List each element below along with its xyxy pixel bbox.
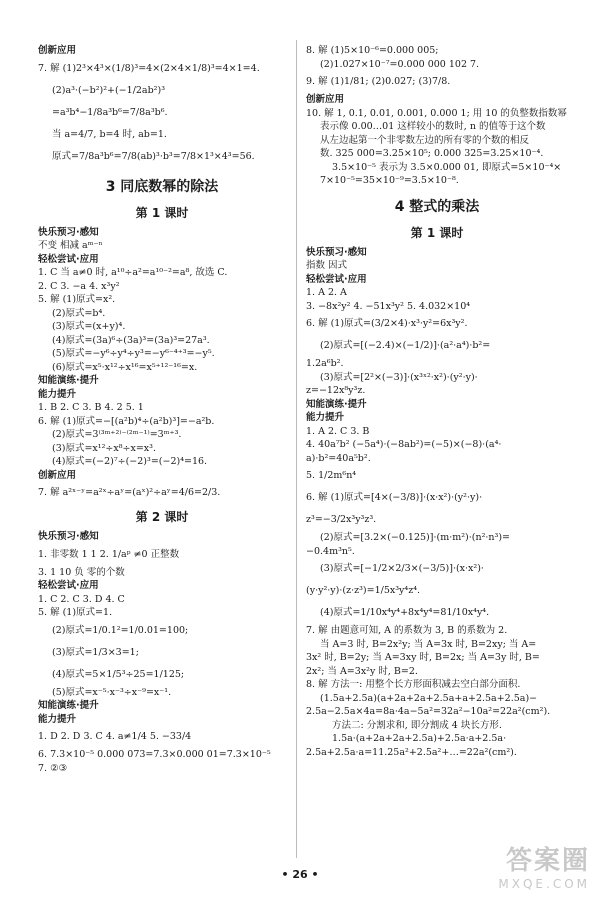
answer-line: 1. C 当 a≠0 时, a¹⁰÷a²=a¹⁰⁻²=a⁸, 故选 C.	[38, 267, 228, 278]
answer-line: 3. 1 10 负 零的个数	[38, 566, 125, 578]
answer-line: 不变 相减 aᵐ⁻ⁿ	[38, 240, 103, 251]
subsection-label: 知能演练·提升	[38, 700, 99, 711]
answer-line: 2.5a+2.5a·a=11.25a²+2.5a²+…=22a²(cm²).	[306, 746, 517, 758]
answer-line: (6)原式=x⁵·x¹²÷x¹⁶=x⁵⁺¹²⁻¹⁶=x.	[52, 361, 198, 373]
answer-line: (2)原式=[3.2×(−0.125)]·(m·m²)·(n²·n³)=	[320, 532, 511, 543]
left-column	[38, 44, 286, 775]
answer-line: (3)原式=x¹²÷x⁸÷x=x³.	[52, 442, 156, 454]
answer-line: 6. 7.3×10⁻⁵ 0.000 073=7.3×0.000 01=7.3×10⁻⁵	[38, 749, 271, 760]
answer-line: 1. C 2. C 3. D 4. C	[38, 593, 125, 605]
answer-line: 6. 解 (1)原式=(3/2×4)·x³·y²=6x³y².	[306, 318, 468, 329]
answer-line: a)·b²=40a⁵b².	[306, 452, 371, 464]
answer-line: (2)原式=1/0.1²=1/0.01=100;	[52, 624, 189, 636]
answer-line: 7. 解 (1)2³×4³×(1/8)³=4×(2×4×1/8)³=4×1=4.	[38, 62, 260, 74]
answer-line: 10. 解 1, 0.1, 0.01, 0.001, 0.000 1; 用 10 的负整数指数幂	[306, 107, 567, 119]
answer-line: 5. 1/2m⁶n⁴	[306, 470, 357, 481]
answer-line: 7. 解 由题意可知, A 的系数为 3, B 的系数为 2.	[306, 625, 508, 636]
answer-line: 2. C 3. −a 4. x³y²	[38, 280, 120, 292]
answer-line: 1.2a⁶b².	[306, 358, 344, 369]
answer-line: 1. A 2. A	[306, 287, 347, 298]
answer-line: (2)原式=3⁽³ᵐ⁺²⁾⁻⁽²ᵐ⁻¹⁾=3ᵐ⁺³.	[52, 429, 182, 440]
answer-line: 3.5×10⁻⁵ 表示为 3.5×0.000 01, 即原式=5×10⁻⁴×	[332, 161, 562, 173]
subsection-label: 创新应用	[306, 94, 345, 105]
subsection-label: 知能演练·提升	[306, 398, 367, 410]
subsection-label: 能力提升	[38, 713, 77, 725]
subsection-label: 轻松尝试·应用	[38, 580, 99, 591]
answer-line: (2)a³·(−b²)²+(−1/2ab²)³	[52, 84, 166, 96]
answer-line: (4)原式=(3a)⁶÷(3a)³=(3a)³=27a³.	[52, 334, 210, 346]
watermark-line-1: 答案圈	[505, 846, 590, 876]
subsection-label: 轻松尝试·应用	[38, 253, 99, 265]
answer-line: 数. 325 000=3.25×10⁵; 0.000 325=3.25×10⁻⁴.	[320, 148, 544, 159]
answer-line: z=−12x⁸y³z.	[306, 385, 366, 396]
answer-line: (3)原式=1/3×3=1;	[52, 646, 139, 658]
section-heading: 第 1 课时	[135, 205, 189, 220]
answer-line: 7. 解 a²ˣ⁻ʸ=a²ˣ÷aʸ=(aˣ)²÷aʸ=4/6=2/3.	[38, 487, 221, 498]
subsection-label: 快乐预习·感知	[38, 531, 99, 542]
answer-line: 从左边起第一个非零数左边的所有零的个数的相反	[320, 134, 530, 146]
answer-line: (3)原式=(x+y)⁴.	[52, 321, 126, 332]
answer-line: 当 A=3 时, B=2x²y; 当 A=3x 时, B=2xy; 当 A=	[320, 638, 537, 650]
answer-line: 1. 非零数 1 1 2. 1/aᵖ ≠0 正整数	[38, 548, 180, 560]
answer-line: 6. 解 (1)原式=−[(a²b)⁴÷(a²b)³]=−a²b.	[38, 415, 215, 427]
answer-line: (y·y²·y)·(z·z³)=1/5x³y⁴z⁴.	[306, 585, 421, 596]
answer-line: 9. 解 (1)1/81; (2)0.027; (3)7/8.	[306, 76, 451, 87]
answer-line: 6. 解 (1)原式=[4×(−3/8)]·(x·x²)·(y²·y)·	[306, 492, 483, 503]
answer-line: 1. B 2. C 3. B 4. 2 5. 1	[38, 402, 144, 413]
answer-line: (2)原式=[(−2.4)×(−1/2)]·(a²·a⁴)·b²=	[320, 340, 491, 351]
answer-line: (4)原式=1/10x⁴y⁴+8x⁴y⁴=81/10x⁴y⁴.	[320, 607, 490, 618]
answer-line: (4)原式=(−2)⁷÷(−2)³=(−2)⁴=16.	[52, 456, 208, 467]
answer-line: 5. 解 (1)原式=1.	[38, 607, 113, 618]
subsection-label: 能力提升	[306, 412, 345, 423]
watermark-line-2: MXQE.COM	[498, 877, 590, 891]
answer-line: 3. −8x²y² 4. −51x³y² 5. 4.032×10⁴	[306, 300, 471, 312]
column-divider	[296, 40, 297, 858]
answer-line: 原式=7/8a³b⁶=7/8(ab)³·b³=7/8×1³×4³=56.	[52, 150, 255, 162]
right-column	[306, 44, 568, 759]
answer-line: 当 a=4/7, b=4 时, ab=1.	[52, 128, 167, 140]
answer-line: (3)原式=[−1/2×2/3×(−3/5)]·(x·x²)·	[320, 563, 484, 574]
answer-line: z³=−3/2x³y³z³.	[306, 514, 377, 525]
answer-line: =a³b⁴−1/8a³b⁶=7/8a³b⁶.	[52, 106, 168, 118]
section-heading: 3 同底数幂的除法	[105, 178, 219, 195]
answer-line: (5)原式=−y⁶÷y⁴÷y³=−y⁶⁻⁴⁺³=−y⁵.	[52, 348, 215, 359]
answer-line: 1. A 2. C 3. B	[306, 425, 370, 437]
answer-line: (3)原式=[2²×(−3)]·(x³ˣ²·x²)·(y²·y)·	[320, 371, 478, 383]
subsection-label: 能力提升	[38, 388, 77, 400]
answer-line: 4. 40a⁷b² (−5a⁴)·(−8ab²)=(−5)×(−8)·(a⁴·	[306, 439, 502, 450]
section-heading: 第 2 课时	[135, 510, 189, 524]
answer-line: −0.4m³n⁵.	[306, 545, 355, 557]
subsection-label: 轻松尝试·应用	[306, 273, 367, 285]
subsection-label: 知能演练·提升	[38, 375, 99, 386]
answer-line: (4)原式=5×1/5³÷25=1/125;	[52, 668, 185, 680]
answer-line: 7×10⁻⁵=35×10⁻⁹=3.5×10⁻⁸.	[320, 175, 459, 186]
answer-line: 5. 解 (1)原式=x².	[38, 294, 116, 305]
answer-line: 表示像 0.00…01 这样较小的数时, n 的值等于这个数	[320, 121, 546, 132]
section-heading: 第 1 课时	[410, 225, 464, 240]
answer-line: 2x²; 当 A=3x²y 时, B=2.	[306, 665, 418, 677]
answer-line: 方法二: 分割求和, 即分割成 4 块长方形.	[332, 719, 502, 731]
page-number: • 26 •	[281, 868, 319, 881]
answer-line: 7. ②③	[38, 762, 68, 774]
answer-line: 8. 解 方法一: 用整个长方形面积减去空白部分面积.	[306, 679, 521, 690]
subsection-label: 快乐预习·感知	[38, 226, 99, 238]
answer-line: 1. D 2. D 3. C 4. a≠1/4 5. −33/4	[38, 731, 192, 742]
subsection-label: 快乐预习·感知	[306, 246, 367, 258]
section-heading: 4 整式的乘法	[394, 198, 480, 215]
answer-line: (1.5a+2.5a)(a+2a+2a+2.5a+a+2.5a+2.5a)−	[320, 692, 538, 704]
subsection-label: 创新应用	[38, 45, 77, 56]
answer-line: 指数 因式	[306, 260, 348, 271]
answer-line: 3x² 时, B=2y; 当 A=3xy 时, B=2x; 当 A=3y 时, B=	[306, 652, 540, 663]
answer-line: (2)1.027×10⁻⁷=0.000 000 102 7.	[320, 58, 480, 70]
answer-line: 2.5a−2.5a×4a=8a·4a−5a²=32a²−10a²=22a²(cm²).	[306, 706, 551, 717]
answer-line: 1.5a·(a+2a+2a+2.5a)+2.5a·a+2.5a·	[332, 733, 507, 744]
subsection-label: 创新应用	[38, 469, 77, 481]
answer-line: (5)原式=x⁻⁵·x⁻³÷x⁻⁹=x⁻¹.	[52, 686, 172, 698]
answer-line: (2)原式=b⁴.	[52, 307, 106, 319]
answer-line: 8. 解 (1)5×10⁻⁶=0.000 005;	[306, 45, 439, 56]
watermark-logo	[498, 840, 590, 891]
